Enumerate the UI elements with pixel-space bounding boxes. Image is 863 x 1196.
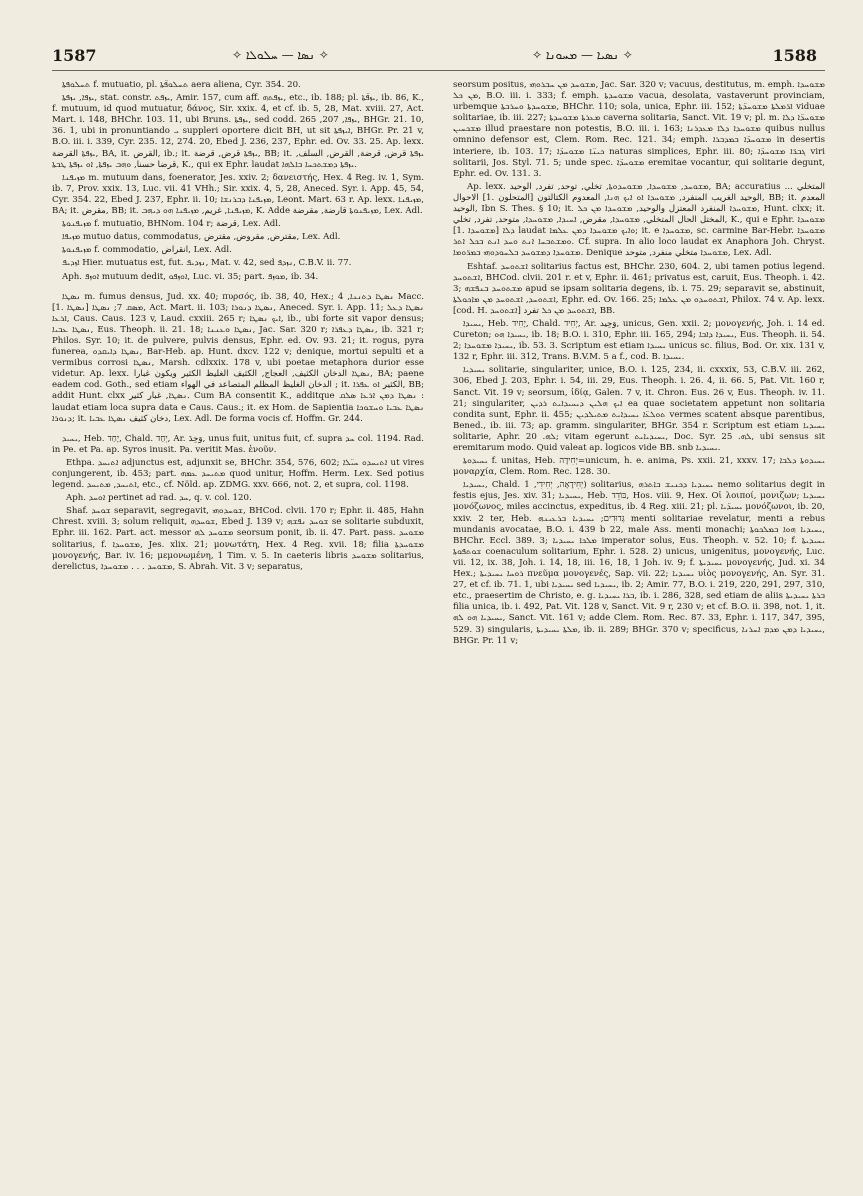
right-column — [453, 80, 825, 649]
entry: ܐܙܕܝܦ Hier. mutuatus est, fut. ܢܙܕܝܦ, Mat. v. 42, sed ܢܙܕܦ, C.B.V. ii. 77. — [62, 258, 352, 269]
entry: ܝܚܝܕܘܬܐ f. unitas, Heb. יְחִידָה=unicum, h. e. anima, Ps. xxii. 21, xxxv. 17; ܝܚܝܕܘܬܐ ܕܠܒܐ μοναρχία, Clem. Rom. Rec. 128. 30. — [453, 456, 825, 478]
page-header — [52, 40, 825, 80]
entry: ܝܙܦܐ, ܝܙܦܬܐ, stat. constr. ܝܙܦܬ, Amir. 157, cum aff. ܝܙܦܬܗ, etc., ib. 188; pl. ܝܙܦ̈ܬܐ, ib. 86, K., f. mutuum, id quod mutuatur, δάνος, Sir. xxix. 4, et cf. ib. 5, 28, Mat. xviii. 27, Act. Mart. i. 148, BHChr. 103. 11, ubi Bruns. ܝܙܦܬܐ, sed codd. ܝܙܦܐ, 207, 265, BHGr. 21. 10, 36. 1, ubi in pronuntiando ܝ suppleri oportere dicit BH, ut sit ܐܝܙܦܬܐ, BHGr. Pr. 21 v, B.O. iii. i. 339, Cyr. 235. 12, 274. 20, Ebed J. 236, 237, Ephr. ed. Ov. 33. 25. Ap. lexx. ܝܙܦܬܐ القرضة, BA, it. القرض, ib.; it. ܝܙܦܬܐ قرض, قرضة, BB; it. ܝܙܦܬܐ قرض, قرضة, القرض, السلف, قرضا حسنا, ܘܗܒ ܝܙܦܬܐ, ܐܘ ܝܙܦܬܐ ܛܒܬܐ, K., qui ex Ephr. laudat ܝܙܦܬܐ ܕܡܫܬܟܚܐ ܒܐܠܗܐ. — [52, 93, 425, 170]
running-head-right: ✧ ܢܣܝܐ — ܡܚܘܢܐ ✧ — [532, 48, 633, 62]
entry: ܡܙܝܦܐ mutuo datus, commodatus, مقترض, مقروض, مقترض, Lex. Adl. — [62, 232, 341, 243]
entry: Eshtaf. ܐܫܬܘܚܕ solitarius factus est, BHChr. 230, 604. 2, ubi tamen potius legend. ܐܫܬܘܚܕ, BHCod. clvii. 201 r. et v, Ephr. ii. 461; privatus est, caruit, Eus. Theoph. i. 42. 3; ܡܫܬܘܚܕ ܒܢܦܫܗ apud se ipsam solitaria degens, ib. i. 75. 29; separavit se, abstinuit, ܐܫܬܘܚܕ, ܐܫܬܘܚܕ ܡܢ ܡܐܟܘܠܬܐ, Ephr. ed. Ov. 166. 25; ܐܫܬܘܚܕܘ ܡܢ ܥܠܡܐ, Philox. 74 v. Ap. lexx. [cod. H. ܐܫܬܘܚܕ] ܐܫܬܘܚܕ ܡܢ ܟܠ تفرد, BB. — [453, 261, 825, 316]
entry: ܝܚܝܕܝܐ solitarie, singulariter, unice, B.O. i. 125, 234, ii. cxxxix, 53, C.B.V. iii. 262, 306, Ebed J. 203, Ephr. i. 54, iii. 29, Eus. Theoph. i. 26. 4, ii. 66. 5, Pat. Vit. 160 r, Sanct. Vit. 19 v; seorsum, ἰδίᾳ, Galen. 7 v, it. Chron. Eus. 26 v, Eus. Theoph. iv. 11. 21; singulariter, ܐܝܟ ܗܠܝܢ ܕܝܚܝܕܐܝܬ ܪܕܝܢ ea quae societatem appetunt non solitaria condita sunt, Ephr. ii. 455; ܬܘܠܥ̈ܐ ܝܚܝܕܐܝܬ ܡܬܝܠܕܝܢ vermes scatent absque parentibus, Bened., ib. iii. 73; ap. gramm. singulariter, BHGr. 354 r. Scriptum est etiam ܝܚܝܕܝܐ solitarie, Aphr. ܠܗ. 20; vitam egerunt ܝܚܝܕܝܐܝܬ, Doc. Syr. ܠܗ. 25, ubi sensus sit eremitarum modo. Quid valeat ap. logicos vide BB. snb ܝܚܝܕܝܐ. — [453, 365, 826, 453]
entry: ܝܚܝܕ, Heb. יָחַד, Chald. יְחַד, Ar. وَحِدَ, unus fuit, unitus fuit, cf. supra ܚܕ col. 1194. Rad. in Pe. et Pa. ap. Syros inusit. Pa. veritit Mas. ἑνοῦν. — [52, 433, 425, 455]
entry: ܡܙܝܦܢܘܬܐ f. commodatio, انقراض, Lex. Adl. — [62, 245, 232, 256]
entry: ܝܚܝܕܝܐ, Chald. יְחִידָאָה, יְחִידִי, 1) solitarius, ܝܚܝܕܝܐ ܕܟܢܝܫ ܒܐܬܪܗ nemo solitarius degit in festis ejus, Jes. xiv. 31; ܝܚܝܕܝܐ, Heb. בּוֹדֵד, Hos. viii. 9, Hex. Οἱ λοιποί, μονιζων; ܝܚܝܕܝܐ μονόζωνος, miles accinctus, expeditus, ib. 4 Reg. xiii. 21; pl. ܝܚܝܕ̈ܝܐ μονόζωνοι, ib. 20, xxiv. 2 ter, Heb. גְּדוּדִים; ܝܚܝܕܝܐ ܒܪܥܝܢܗ menti solitariae revelatur, menti a rebus mundanis avocatae, B.O. i. 439 b 22, male Ass. menti monachi; ܝܚܝܕܝܐ ܗܘܐ ܒܡܠܟܘܬܐ, BHChr. Eccl. 389. 3; ܡܠܟܐ ܝܚܝܕܝܐ imperator solus, Eus. Theoph. v. 52. 10; f. ܝܚܝܕܝܬܐ ܫܘܬܦܘܬܐ coenaculum solitarium, Ephr. i. 528. 2) unicus, unigenitus, μονογενής, Luc. vii. 12, ix. 38, Joh. i. 14, 18, iii. 16, 18, 1 Joh. iv. 9; f. ܝܚܝܕܝܬܐ μονογενής, Jud. xi. 34 Hex.; ܪܘܚܐ ܝܚܝܕܝܬܐ πνεῦμα μονογενές, Sap. vii. 22; ܝܚܝܕܝܐ υἱὸς μονογενής, An. Syr. 31. 27, et cf. ib. 71. 1, ubi ܝܚܝܕܝܐ sed ܝܚܝܕܝܐ, ib. 2; Amir. 77, B.O. i. 219, 220, 291, 297, 310, etc., praesertim de Christo, e. g. ܒܪܐ ܝܚܝܕܝܐ, ib. i. 286, 328, sed etiam de aliis ܒܪܬܐ ܝܚܝܕܝܬܐ filia unica, ib. i. 492, Pat. Vit. 128 v, Sanct. Vit. 9 r, 230 v; et cf. B.O. ii. 398, not. 1, it. ܝܚܝܕܝܐ ܗܘ ܠܗ, Sanct. Vit. 161 v; adde Clem. Rom. Rec. 87. 33, Ephr. i. 117, 347, 395, 529. 3) singularis, ܡܠܬܐ ܝܚܝܕܝܬܐ, ib. ii. 289; BHGr. 370 v; specificus, ܝܚܝܕܝܐ ܕܡܢ ܡܕܡ ܐܚܪܢܐ, BHGr. Pr. 11 v; — [453, 480, 826, 646]
entry: ܢܣܛܐ m. fumus densus, Jud. xx. 40; πυρσός, ib. 38, 40, Hex.; ܢܣܛܐ ܕܬܢܢܐ, 4 Macc. ܡܣܩ 7; ܢܣܛܐ [ܢܣܛܐ .1], Act. Mart. ii. 103; ܢܣܛܐ ܕܢܘܪܐ, Aneced. Syr. i. App. 11; ܢܣܛܐ ܕܥܠ ܐܪܥܐ, Caus. Caus. 123 v, Laud. cxxiii. 265 r; ܐܝܟ ܢܣܛܐ, ib., ubi forte sit vapor densus; ܢܣܛܐ ܥܒܝܐ, Eus. Theoph. ii. 21. 18; ܢܣܛܐ ܘܥܢܢܐ, Jac. Sar. 320 r; ܢܣܛܐ ܕܥܦܪܐ, ib. 321 r; Philos. Syr. 10; it. de pulvere, pulvis densus, Ephr. ed. Ov. 93. 21; it. rogus, pyra funerea, ܢܣܛܐ ܕܐܝܩܕܘ, Bar-Heb. ap. Hunt. dxcv. 122 v; denique, mortui sepulti et a vermibus corrosi ܢܣܛܐ, Marsh. cdlxxix. 178 v, ubi poetae metaphora durior esse videtur. Ap. lexx. ܢܣܛܐ الدخان الكثيف, العجاج, الكثيف الغليظ الكثير ويكون غبارا, BA; paene eadem cod. Goth., sed etiam الدخان الغليظ المظلم المتصاعد في الهواء ; it. الكثير ܐܘ ܥܦܪܐ, BB; addit Hunt. clxx ܢܣܛܐ, غبار كثير. Cum BA consentit K., additque ܢܣܛܐ ܕܡܢ ܐܪܥܐ ܣܠܩ : laudat etiam loca supra data e Caus. Caus.; it. ex Hom. de Sapientia ܢܣܛܐ ܥܒܝܐ ܘܚܫܘܟܐ ܕܢܘܪܐ; it. دخان كثيف ܢܣܛܐ ܥܒܝܐ, Lex. Adl. De forma vocis cf. Hoffm. Gr. 244. — [52, 291, 425, 424]
left-column — [52, 80, 424, 649]
entry: seorsum positus, ܡܫܘܚܕ ܡܢ ܚܒܪܘܗܝ, Jac. Sar. 320 v; vacuus, destitutus, m. emph. ܡܫܘܚܕܐ ܡܢ ܟܠ, B.O. iii. i. 333; f. emph. ܡܫܘܚܕܬܐ vacua, desolata, vastaverunt provinciam, urbemque ܡܫܘܚܕܬܐ ܘܚܪܒܬܐ, BHChr. 110; sola, unica, Ephr. iii. 152; ܐܪ̈ܡܠܬܐ ܡܫܘܚܕ̈ܬܐ viduae solitariae, ib. iii. 227; ܡܥܪܬܐ ܡܫܘܚܕܬܐ caverna solitaria, Sanct. Vit. 19 v; pl. m. ܡܫܘܚܕ̈ܐ ܕܠܐ ܡܫܟܚܝܢ illud praestare non potestis, B.O. iii. i. 163; ܡܫܘܚܕܐ ܕܠܐ ܡܥܕܪܢܐ quibus nullus omnino defensor est, Clem. Rom. Rec. 121. 34; emph. ܡܫܘܚܕ̈ܐ ܒܡܕܒܪܐ in desertis interiere, ib. 103. 17; ܟܝܢ̈ܐ ܡܫܘܚܕ̈ܐ naturas simplices, Ephr. iii. 80; ܓܒܪ̈ܐ ܡܫܘܚܕ̈ܐ viri solitarii, Jos. Styl. 71. 5; unde spec. ܡܫܘܚܕ̈ܐ eremitae vocantur, qui solitarie degunt, Ephr. ed. Ov. 131. 3. — [453, 80, 826, 179]
header-rule — [52, 70, 825, 71]
page-number-right: 1588 — [772, 46, 817, 65]
entry: Aph. ܐܘܚܕ pertinet ad rad. ܚܕ, q. v. col. 120. — [66, 493, 252, 504]
two-column-body — [52, 80, 825, 649]
entry: Ethpa. ܐܬܝܚܕ adjunctus est, adjunxit se, BHChr. 354, 576, 602; ܐܬܝܚܕܘ ܚܝ̈ܠܐ ut vires conjungerent, ib. 453; part. ܡܬܝܚܕ ܥܡܗ quod unitur, Hoffm. Herm. Lex. Sed potius legend. ܐܬܝܚܕ, ܡܬܝܚܕ, etc., cf. Nöld. ap. ZDMG. xxv. 666, not. 2, et supra, col. 1198. — [52, 457, 424, 491]
entry: Aph. ܐܘܙܦ mutuum dedit, ܐܘܙܦܘ, Luc. vi. 35; part. ܡܘܙܦ, ib. 34. — [62, 271, 319, 282]
entry: ܬܚܠܘܦܬܐ f. mutuatio, pl. ܬܚܠܘܦ̈ܬܐ aera aliena, Cyr. 354. 20. — [62, 80, 301, 90]
page-number-left: 1587 — [52, 46, 97, 65]
entry: ܡܙܝܦܢܐ m. mutuum dans, foenerator, Jes. xxiv. 2; δανειστής, Hex. 4 Reg. iv. 1, Sym. ib. 7, Prov. xxix. 13, Luc. vii. 41 VHh.; Sir. xxix. 4, 5, 28, Aneced. Syr. i. App. 45, 54, Cyr. 354. 22, Ebed J. 237, Ephr. ii. 10; ܡܙܝܦܢܐ ܕܒܪܢܫܐ, Leont. Mart. 63 r. Ap. lexx. ܡܙܝܦܢܐ, BA; it. مقرض, BB; it. ܡܙܝܦܢܐ, غريم, ܡܙܝܦܢܐ ܗܘ ܕܝܗܒ, K. Adde ܡܙܝܦܢܘܬܐ قارضة, مقرضة, Lex. Adl. — [52, 172, 424, 217]
entry: Ap. lexx. ܡܫܘܚܕ, ܡܫܘܚܕܐ, ܡܫܘܚܕܘܬܐ, تخلي, توحد, تفرد, الوحيد, BA; accuratius المتخلي ... الوحيد الغريب المنفرد, ܡܫܘܚܕܐ ܐܘ ܐܝܟ ܗܢܐ, المعدوم الكتالتون [المتحلون .1] الاحوال, BB; it. المعدم الوحيد, Ibn S. Thes. § 10; it. ܡܫܘܚܕܐ المنفرد المعتزل والوحيد, ܡܫܘܚܕܐ ܡܢ ܟܠ, Hunt. clxx; it. المختل الحال المتخلي, ܡܫܘܚܕܐ, مقرض, ܐܚܝܕܐ, ܡܫܘܚܕܐ, متوحد, تفرد, تخلي, K., qui e Ephr. ܡܫܘܚܕܐ ܕܠܐ [ܡܫܘܚܕܐ .1] laudat ܘܐܝܟ ܡܫܘܚܕܐ ܕܡܢ ܥܠܡܐ; it. e ܡܫܘܚܕܐ, sc. carmine Bar-Hebr. ܡܫܘܚܕܐ ܘܡܫܬܒܚܐ ܐܢܬ ܘܚܕ ܐܢܬ ܒܟܠ ܐܬܪ. Cf. supra. In alio loco laudat ex Anaphora Joh. Chryst. ܡܫܘܚܕܐ ܕܡܫܘܚܕ ܒܠܚܘܕܘܗܝ ܒܡܪ̈ܘܡܐ. Denique ܡܫܘܚܕܐ متخلي منفرد, متوحد, Lex. Adl. — [453, 181, 826, 259]
entry: ܡܙܝܦܢܘܬܐ f. mutuatio, BHNom. 104 r; قرضة, Lex. Adl. — [62, 219, 281, 230]
entry: Shaf. ܫܘܚܕ separavit, segregavit, ܫܘܚܕܘܗܝ, BHCod. clvii. 170 r; Ephr. ii. 485, Hahn Chrest. xviii. 3; solum reliquit, ܫܘܚܕܗ, Ebed J. 139 v; ܫܘܚܕ ܢܦܫܗ se solitarie subduxit, Ephr. iii. 162. Part. act. messor ܡܫܘܚܕ ܠܗ seorsum ponit, ib. ii. 47. Part. pass. ܡܫܘܚܕ solitarius, f. ܡܫܘܚܕܐ, Jes. xlix. 21; μονωτάτη, Hex. 4 Reg. xvii. 18; filia ܡܫܘܚܕܬܐ μονογενής, Bar. iv. 16; μεμονωμένη, 1 Tim. v. 5. In caeteris libris ܡܫܘܚܕ solitarius, derelictus, ܡܫܘܚܕ . . . ܡܫܘܚܕܐ, S. Abrah. Vit. 3 v; separatus, — [52, 506, 425, 572]
running-head-left: ✧ ܢܣܐ — ܚܠܘܠܐ ✧ — [232, 48, 329, 62]
entry: ܝܚܝܕܐ, Heb. יָחִיד, Chald. יְחִיד, Ar. وَحِيد, unicus, Gen. xxii. 2; μονογενής, Joh. i. 14 ed. Cureton; ܝܚܝܕܐ ܗܘ, ib. 18; B.O. i. 310, Ephr. iii. 165, 294; ܝܚܝܕܐ ܕܐܒܐ, Eus. Theoph. ii. 54. 2; ܝܚܝܕܐ ܡܫܘܚܕܐ, ib. 53. 3. Scriptum est etiam ܝܚܝܕܐ unicus sc. filius, Bod. Or. xix. 131 v, 132 r, Ephr. iii. 312, Trans. B.V.M. 5 a f., cod. B. ܝܚܝܕܐ. — [453, 318, 825, 363]
